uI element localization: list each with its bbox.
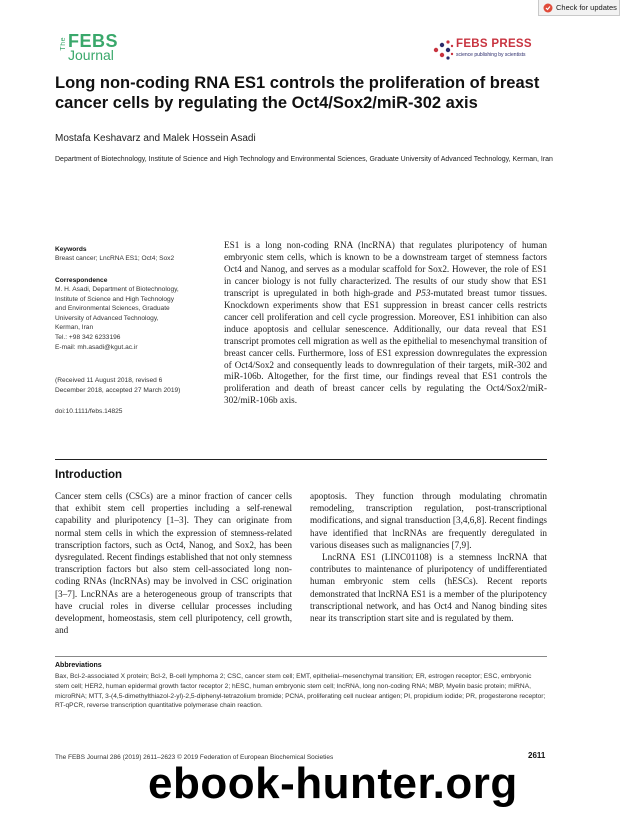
intro-column-right xyxy=(310,490,547,624)
received-dates xyxy=(55,376,215,395)
intro-column-left xyxy=(55,490,292,636)
correspondence-email[interactable]: E-mail: mh.asadi@kgut.ac.ir xyxy=(55,343,138,351)
footer-citation: The FEBS Journal 286 (2019) 2611–2623 © 2019 Federation of European Biochemical Societies xyxy=(55,754,334,761)
logo-journal: Journal xyxy=(68,47,114,63)
publisher-logo xyxy=(432,38,542,64)
check-for-updates-button[interactable] xyxy=(538,0,620,16)
correspondence-line: and Environmental Sciences, Graduate xyxy=(55,305,170,313)
publisher-dots-icon xyxy=(432,39,454,61)
abbreviations-divider xyxy=(55,656,547,657)
correspondence-heading: Correspondence xyxy=(55,277,108,284)
abstract xyxy=(224,240,547,407)
keywords: Breast cancer; LncRNA ES1; Oct4; Sox2 xyxy=(55,255,175,262)
section-divider xyxy=(55,459,547,460)
correspondence-line: Kerman, Iran xyxy=(55,324,94,332)
abbreviations-text: Bax, Bcl-2-associated X protein; Bcl-2, B-cell lymphoma 2; CSC, cancer stem cell; EMT, epithelial–mesenchymal transition; ER, estrogen receptor; ESC, embryonic stem cell; HER2, human epidermal growth factor receptor 2; hESC, human embryonic stem cell; lncRNA, long non-coding RNA; MBP, Myelin basic protein; miRNA, microRNA; MTT, 3-(4,5-dimethylthiazol-2-yl)-2,5-diphenyl-tetrazolium bromide; PCNA, proliferating cell nuclear antigen; PI, propidium iodide; PR, progesterone receptor; RT-qPCR, reverse transcription quantitative polymerase chain reaction. xyxy=(55,673,546,710)
received-line: (Received 11 August 2018, revised 6 xyxy=(55,377,163,384)
intro-paragraph: Cancer stem cells (CSCs) are a minor fraction of cancer cells that exhibit stem cell properties including a self-renewal capability and pluripotency [1–3]. They can originate from normal stem cells in which the expression of stemness-related transcription factors, such as Oct4, Nanog, and Sox2, has been dysregulated. Recent findings established that not only stemness transcription factors but also stem cell-associated long non-coding RNAs (lncRNAs) may be involved in CSC origination [3–7]. LncRNAs are a heterogeneous group of transcripts that have crucial roles in diverse cellular processes including development, homeostasis, stem cell pluripotency, cell growth, and xyxy=(55,491,292,636)
keywords-heading: Keywords xyxy=(55,246,87,253)
intro-paragraph: apoptosis. They function through modulating chromatin remodeling, transcription regulation, post-transcriptional modifications, and signal transduction [3,4,6,8]. Recent findings have identified that lncRNAs are frequently deregulated in various diseases such as malignancies [7,9]. xyxy=(310,491,547,550)
correspondence-phone: Tel.: +98 342 6233196 xyxy=(55,333,121,341)
check-updates-icon xyxy=(543,3,553,13)
publisher-tagline: science publishing by scientists xyxy=(456,52,526,58)
introduction-heading: Introduction xyxy=(55,469,123,481)
correspondence-block xyxy=(55,285,215,352)
correspondence-line: University of Advanced Technology, xyxy=(55,314,159,322)
logo-febs: FEBS xyxy=(68,31,119,51)
page-number: 2611 xyxy=(528,751,546,760)
publisher-name: FEBS PRESS xyxy=(456,38,532,50)
logo-the: The xyxy=(60,37,67,51)
abstract-text: -mutated breast tumor tissues. Knockdown experiments show that ES1 suppression in breast cancer cells restricts cancer cell proliferation and cell cycle progression. Moreover, ES1 inhibition can also induce apoptosis and cellular senescence. Additionally, our data reveal that ES1 transcript promotes cell migration as well as the epithelial to mesenchymal transition of breast cancer cells. Furthermore, loss of ES1 expression downregulates the expression of Oct4/Sox2 and consequently leads to downregulation of their targets, miR-302 and miR-106b. Altogether, for the first time, our findings reveal that ES1 controls the proliferation and death of breast cancer cells by regulating the Oct4/Sox2/miR-302/miR-106b axis. xyxy=(224,287,547,406)
abstract-text: ES1 is a long non-coding RNA (lncRNA) that regulates pluripotency of human embryonic stem cells, which is known to be a downstream target of stemness factors Oct4 and Nanog, and serves as a modular scaffold for Sox2. However, the role of ES1 in cancer biology is not fully characterized. The results of our study show that ES1 transcript is upregulated in both high-grade and xyxy=(224,240,547,298)
correspondence-line: Institute of Science and High Technology xyxy=(55,295,175,303)
received-line: December 2018, accepted 27 March 2019) xyxy=(55,386,181,394)
watermark: ebook-hunter.org xyxy=(148,759,518,808)
correspondence-line: M. H. Asadi, Department of Biotechnology, xyxy=(55,286,179,293)
article-authors: Mostafa Keshavarz and Malek Hossein Asadi xyxy=(55,133,256,144)
intro-paragraph: LncRNA ES1 (LINC01108) is a stemness lncRNA that contributes to maintenance of pluripotency of undifferentiated human embryonic stem cells (hESCs). Recent reports demonstrated that lncRNA ES1 is a member of the pluripotency transcriptional network, and has Oct4 and Nanog binding sites near its transcription start site and is regulated by them. xyxy=(310,552,547,624)
author-affiliation: Department of Biotechnology, Institute of Science and High Technology and Environmental Sciences, Graduate University of Advanced Technology, Kerman, Iran xyxy=(55,156,553,163)
check-updates-label: Check for updates xyxy=(556,3,617,12)
abbreviations-heading: Abbreviations xyxy=(55,662,102,669)
doi-link[interactable]: doi:10.1111/febs.14825 xyxy=(55,408,123,415)
article-title: Long non-coding RNA ES1 controls the proliferation of breast cancer cells by regulating the Oct4/Sox2/miR-302 axis xyxy=(55,74,540,112)
abstract-gene-p53: P53 xyxy=(415,287,431,298)
